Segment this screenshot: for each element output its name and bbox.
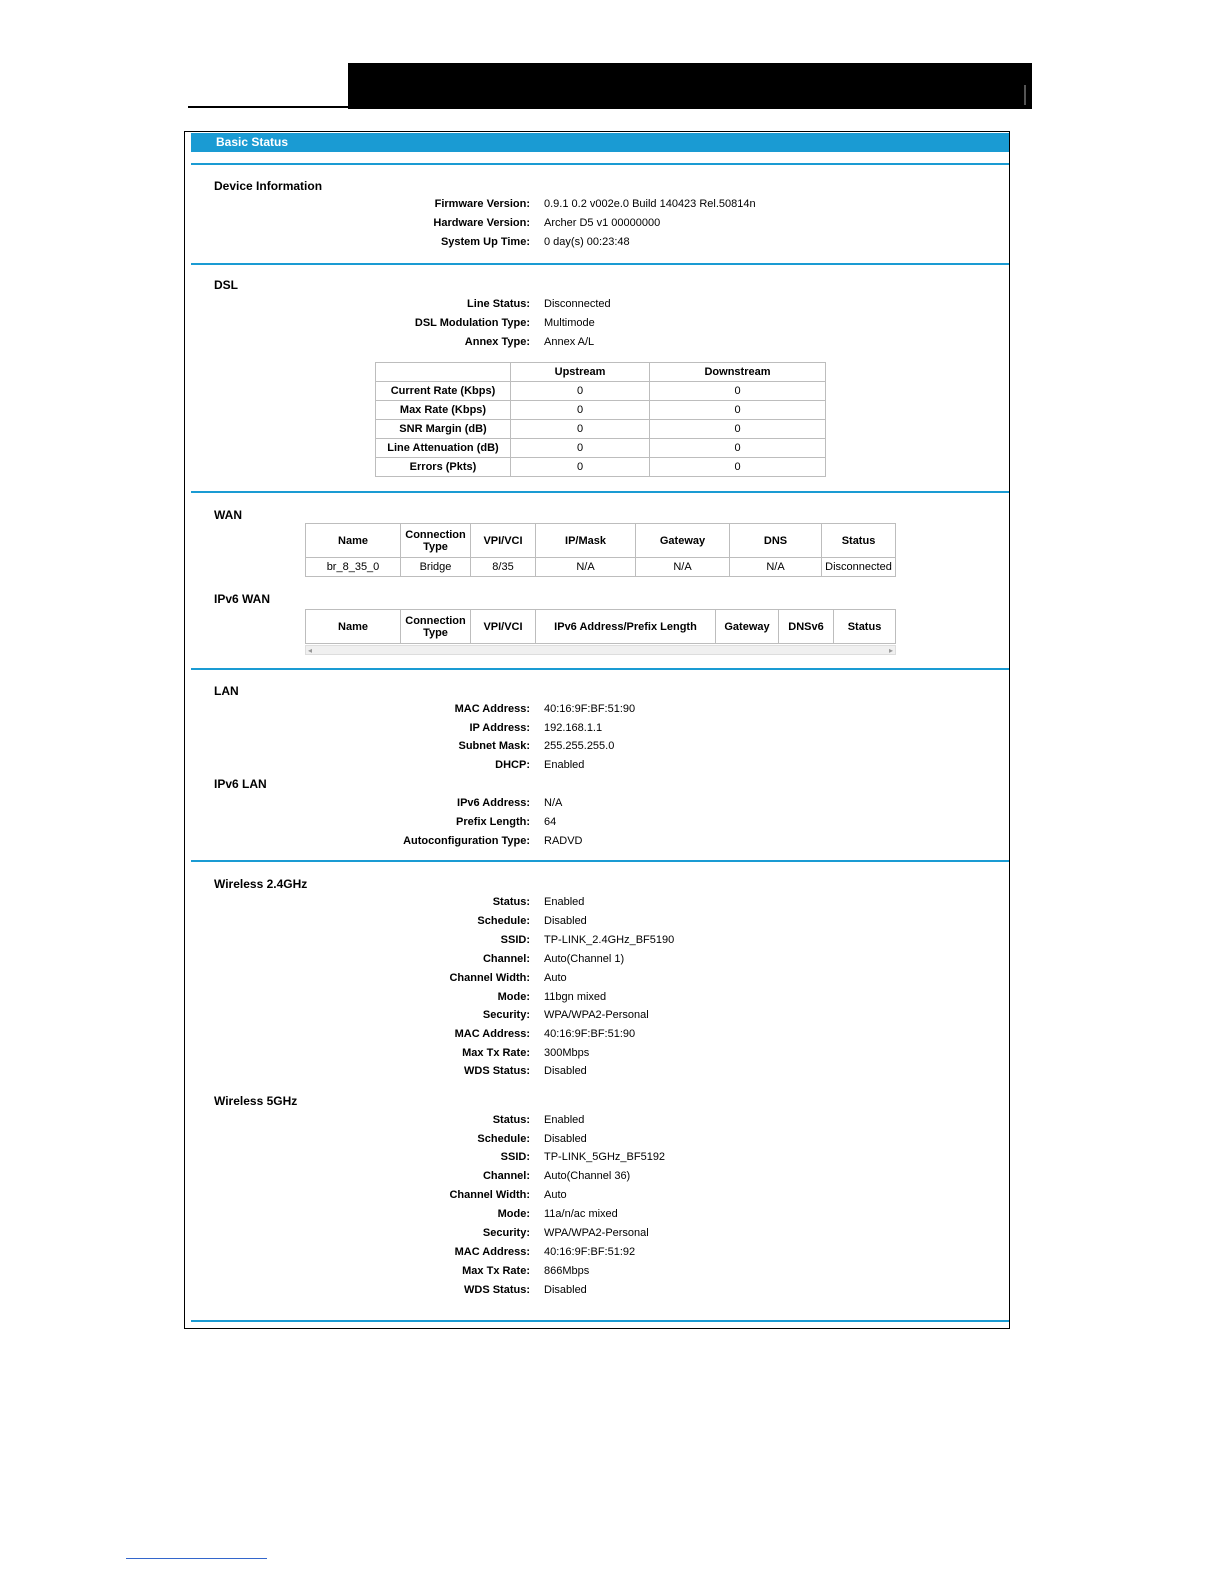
w24-security-row: Security: WPA/WPA2-Personal [482, 1009, 649, 1021]
annex-row: Annex Type: Annex A/L [464, 336, 595, 348]
w5-width-row: Channel Width: Auto [449, 1189, 567, 1201]
ipv6lan-section-title: IPv6 LAN [214, 777, 267, 791]
section-divider [191, 263, 1009, 265]
section-divider [191, 491, 1009, 493]
hardware-row: Hardware Version: Archer D5 v1 00000000 [433, 217, 661, 229]
section-divider [191, 860, 1009, 862]
table-header: Upstream [511, 363, 650, 382]
device-section-title: Device Information [214, 179, 323, 193]
firmware-row: Firmware Version: 0.9.1 0.2 v002e.0 Build 140423 Rel.50814n [434, 198, 756, 210]
table-header: Downstream [650, 363, 826, 382]
lan-ip-row: IP Address: 192.168.1.1 [469, 722, 603, 734]
w5-mac-row: MAC Address: 40:16:9F:BF:51:92 [454, 1246, 636, 1258]
w5-wds-row: WDS Status: Disabled [464, 1284, 587, 1296]
section-divider [191, 163, 1009, 165]
dsl-rate-table [375, 362, 826, 477]
wireless-24-section-title: Wireless 2.4GHz [214, 877, 308, 891]
w5-status-row: Status: Enabled [492, 1114, 585, 1126]
w24-mode-row: Mode: 11bgn mixed [497, 991, 607, 1003]
w5-mode-row: Mode: 11a/n/ac mixed [497, 1208, 618, 1220]
document-header-bar [348, 63, 1032, 109]
wireless-5-section-title: Wireless 5GHz [214, 1094, 298, 1108]
w5-rate-row: Max Tx Rate: 866Mbps [462, 1265, 590, 1277]
section-divider [191, 1320, 1009, 1322]
panel-title: Basic Status [216, 135, 289, 149]
table-header-row: Name Connection Type VPI/VCI IPv6 Address/Prefix Length Gateway DNSv6 Status [306, 610, 896, 644]
ipv6-address-row: IPv6 Address: N/A [457, 797, 563, 809]
scroll-left-icon[interactable]: ◂ [308, 646, 313, 655]
table-row: Max Rate (Kbps) 0 0 [376, 401, 826, 420]
table-header-row [376, 363, 826, 382]
lan-dhcp-row: DHCP: Enabled [495, 759, 585, 771]
w5-schedule-row: Schedule: Disabled [477, 1133, 587, 1145]
horizontal-scrollbar[interactable] [305, 645, 896, 655]
w24-channel-row: Channel: Auto(Channel 1) [482, 953, 625, 965]
w5-ssid-row: SSID: TP-LINK_5GHz_BF5192 [500, 1151, 666, 1163]
table-header-row: Name Connection Type VPI/VCI IP/Mask Gateway DNS Status [306, 524, 896, 558]
lan-mask-row: Subnet Mask: 255.255.255.0 [458, 740, 615, 752]
scroll-right-icon[interactable]: ▸ [888, 646, 893, 655]
autoconfig-row: Autoconfiguration Type: RADVD [403, 835, 583, 847]
ipv6-wan-table [305, 609, 896, 644]
w24-width-row: Channel Width: Auto [449, 972, 567, 984]
w24-status-row: Status: Enabled [492, 896, 585, 908]
wan-table [305, 523, 896, 577]
dsl-section-title: DSL [214, 278, 238, 292]
w24-rate-row: Max Tx Rate: 300Mbps [462, 1047, 590, 1059]
ipv6wan-section-title: IPv6 WAN [214, 592, 271, 606]
lan-section-title: LAN [214, 684, 239, 698]
top-rule [188, 106, 348, 108]
footer-rule [126, 1558, 267, 1559]
lan-mac-row: MAC Address: 40:16:9F:BF:51:90 [454, 703, 636, 715]
w5-security-row: Security: WPA/WPA2-Personal [482, 1227, 649, 1239]
section-divider [191, 668, 1009, 670]
table-row: Errors (Pkts) 0 0 [376, 458, 826, 477]
w24-wds-row: WDS Status: Disabled [464, 1065, 587, 1077]
w24-schedule-row: Schedule: Disabled [477, 915, 587, 927]
prefix-length-row: Prefix Length: 64 [456, 816, 557, 828]
w24-ssid-row: SSID: TP-LINK_2.4GHz_BF5190 [500, 934, 675, 946]
w24-mac-row: MAC Address: 40:16:9F:BF:51:90 [454, 1028, 636, 1040]
line-status-row: Line Status: Disconnected [467, 298, 611, 310]
panel-header [191, 133, 1009, 152]
wan-section-title: WAN [214, 508, 242, 522]
modulation-row: DSL Modulation Type: Multimode [414, 317, 595, 329]
w5-channel-row: Channel: Auto(Channel 36) [482, 1170, 631, 1182]
table-row: Current Rate (Kbps) 0 0 [376, 382, 826, 401]
uptime-row: System Up Time: 0 day(s) 00:23:48 [440, 236, 630, 248]
table-row: br_8_35_0 Bridge 8/35 N/A N/A N/A Disconnected [306, 558, 896, 577]
table-row: Line Attenuation (dB) 0 0 [376, 439, 826, 458]
table-row: SNR Margin (dB) 0 0 [376, 420, 826, 439]
table-header [376, 363, 511, 382]
